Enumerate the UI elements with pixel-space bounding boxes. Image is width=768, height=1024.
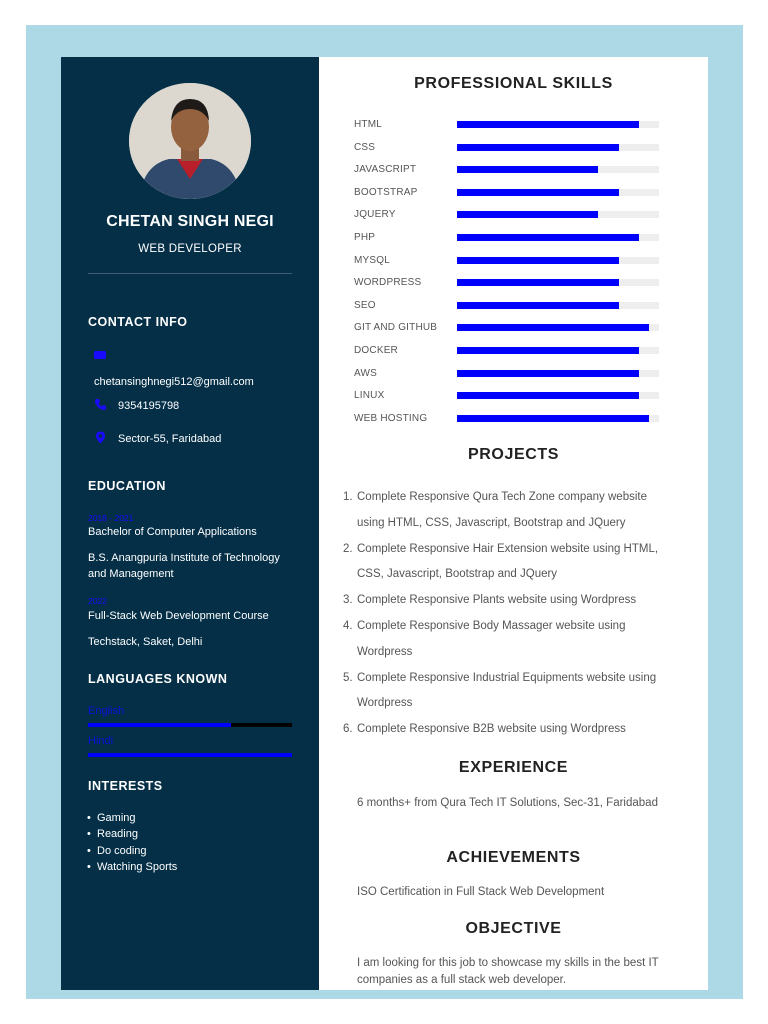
project-text: Wordpress	[357, 645, 413, 658]
skill-bar-fill	[457, 415, 649, 422]
skill-bar	[457, 144, 659, 151]
project-number: 6.	[343, 723, 353, 736]
language-bar	[88, 723, 292, 727]
skill-name: SEO	[354, 299, 376, 311]
skill-bar	[457, 257, 659, 264]
contact-address: Sector-55, Faridabad	[118, 433, 222, 445]
achievements-heading: ACHIEVEMENTS	[446, 849, 581, 866]
skill-row	[354, 232, 659, 248]
skill-bar	[457, 189, 659, 196]
list-item	[343, 614, 702, 666]
project-text: CSS, Javascript, Bootstrap and JQuery	[357, 568, 558, 581]
skill-name: WEB HOSTING	[354, 412, 428, 424]
skill-name: MYSQL	[354, 254, 391, 266]
skill-bar-fill	[457, 347, 639, 354]
skill-row	[354, 300, 659, 316]
project-text: Complete Responsive B2B website using Wordpress	[357, 723, 626, 736]
skill-row	[354, 368, 659, 384]
phone-icon	[94, 398, 107, 411]
project-text: Complete Responsive Body Massager website using	[357, 619, 626, 632]
resume-sheet	[61, 57, 708, 990]
projects-heading: PROJECTS	[467, 446, 560, 463]
sidebar	[61, 57, 319, 990]
list-item	[343, 666, 702, 718]
languages-heading: LANGUAGES KNOWN	[88, 672, 228, 686]
skill-name: CSS	[354, 141, 376, 153]
skill-row	[354, 345, 659, 361]
skill-name: JQUERY	[354, 209, 396, 221]
skill-bar-fill	[457, 211, 598, 218]
project-text: Complete Responsive Hair Extension website using HTML,	[357, 542, 659, 555]
skill-row	[354, 142, 659, 158]
skill-row	[354, 164, 659, 180]
education-years: 2022	[88, 596, 107, 606]
skill-row	[354, 119, 659, 135]
mail-icon	[94, 351, 106, 359]
skill-name: AWS	[354, 367, 378, 379]
skill-bar	[457, 234, 659, 241]
skill-row	[354, 255, 659, 271]
achievements-text: ISO Certification in Full Stack Web Development	[357, 886, 605, 898]
profile-name: CHETAN SINGH NEGI	[106, 213, 274, 230]
skill-bar	[457, 166, 659, 173]
list-item	[343, 537, 702, 589]
project-number: 5.	[343, 671, 353, 684]
list-item	[343, 485, 702, 537]
education-degree: Bachelor of Computer Applications	[88, 526, 257, 538]
skill-name: HTML	[354, 119, 383, 130]
list-item: • Watching Sports	[97, 859, 177, 875]
skills-heading: PROFESSIONAL SKILLS	[414, 75, 613, 92]
skill-bar	[457, 302, 659, 309]
skill-bar	[457, 324, 659, 331]
profile-photo-image	[129, 83, 251, 199]
objective-heading: OBJECTIVE	[465, 920, 562, 937]
language-bar-fill	[88, 723, 231, 727]
skill-row	[354, 390, 659, 406]
profile-title: WEB DEVELOPER	[138, 243, 242, 255]
skill-bar-fill	[457, 370, 639, 377]
language-bar	[88, 753, 292, 757]
skill-bar-fill	[457, 144, 619, 151]
project-number: 1.	[343, 491, 353, 503]
projects-list	[343, 485, 702, 743]
skill-row	[354, 187, 659, 203]
project-number: 4.	[343, 619, 353, 632]
skill-row	[354, 209, 659, 225]
skill-row	[354, 413, 659, 429]
list-item: • Gaming	[97, 810, 177, 826]
project-number: 3.	[343, 594, 353, 607]
project-text: Complete Responsive Plants website using Wordpress	[357, 594, 637, 607]
language-bar-fill	[88, 753, 292, 757]
project-text: using HTML, CSS, Javascript, Bootstrap and JQuery	[357, 516, 626, 529]
skill-bar-fill	[457, 392, 639, 399]
project-number: 2.	[343, 542, 353, 555]
interests-list	[97, 810, 177, 875]
list-item	[343, 717, 702, 743]
education-years: 2018 - 2021	[88, 513, 134, 523]
contact-email[interactable]: chetansinghnegi512@gmail.com	[94, 376, 254, 388]
map-pin-icon	[94, 431, 107, 444]
skill-name: PHP	[354, 232, 376, 243]
education-heading: EDUCATION	[88, 479, 166, 493]
main-content	[319, 57, 708, 990]
skill-name: JAVASCRIPT	[354, 164, 417, 176]
skill-bar	[457, 279, 659, 286]
skill-bar	[457, 392, 659, 399]
language-name: Hindi	[88, 735, 114, 747]
skill-bar-fill	[457, 279, 619, 286]
skill-row	[354, 277, 659, 293]
objective-text: I am looking for this job to showcase my skills in the best IT companies as a full stack web developer.	[357, 957, 659, 986]
contact-heading: CONTACT INFO	[88, 315, 188, 329]
list-item: • Reading	[97, 826, 177, 842]
skill-bar	[457, 347, 659, 354]
sidebar-divider	[88, 273, 292, 274]
skill-name: LINUX	[354, 390, 385, 402]
skill-name: BOOTSTRAP	[354, 186, 418, 198]
education-institute: Techstack, Saket, Delhi	[88, 636, 203, 648]
profile-photo	[129, 83, 251, 199]
project-text: Wordpress	[357, 697, 413, 710]
skill-name: WORDPRESS	[354, 277, 422, 289]
list-item	[343, 588, 702, 614]
skill-bar-fill	[457, 189, 619, 196]
interests-heading: INTERESTS	[88, 779, 163, 793]
skill-bar-fill	[457, 324, 649, 331]
skill-bar-fill	[457, 121, 639, 128]
skill-bar-fill	[457, 234, 639, 241]
education-institute: B.S. Anangpuria Institute of Technology and Management	[88, 552, 280, 580]
skill-bar	[457, 415, 659, 422]
skill-bar-fill	[457, 302, 619, 309]
skill-name: GIT AND GITHUB	[354, 322, 438, 334]
experience-heading: EXPERIENCE	[458, 759, 569, 776]
list-item: • Do coding	[97, 843, 177, 859]
education-degree: Full-Stack Web Development Course	[88, 610, 269, 622]
skill-row	[354, 322, 659, 338]
skill-bar-fill	[457, 166, 598, 173]
contact-phone[interactable]: 9354195798	[118, 400, 180, 412]
skill-bar	[457, 370, 659, 377]
language-name: English	[88, 705, 125, 717]
skill-name: DOCKER	[354, 345, 398, 356]
skill-bar	[457, 211, 659, 218]
skill-bar-fill	[457, 257, 619, 264]
project-text: Complete Responsive Industrial Equipments website using	[357, 671, 657, 684]
project-text: Complete Responsive Qura Tech Zone company website	[357, 491, 647, 503]
skill-bar	[457, 121, 659, 128]
experience-text: 6 months+ from Qura Tech IT Solutions, Sec-31, Faridabad	[357, 797, 658, 809]
